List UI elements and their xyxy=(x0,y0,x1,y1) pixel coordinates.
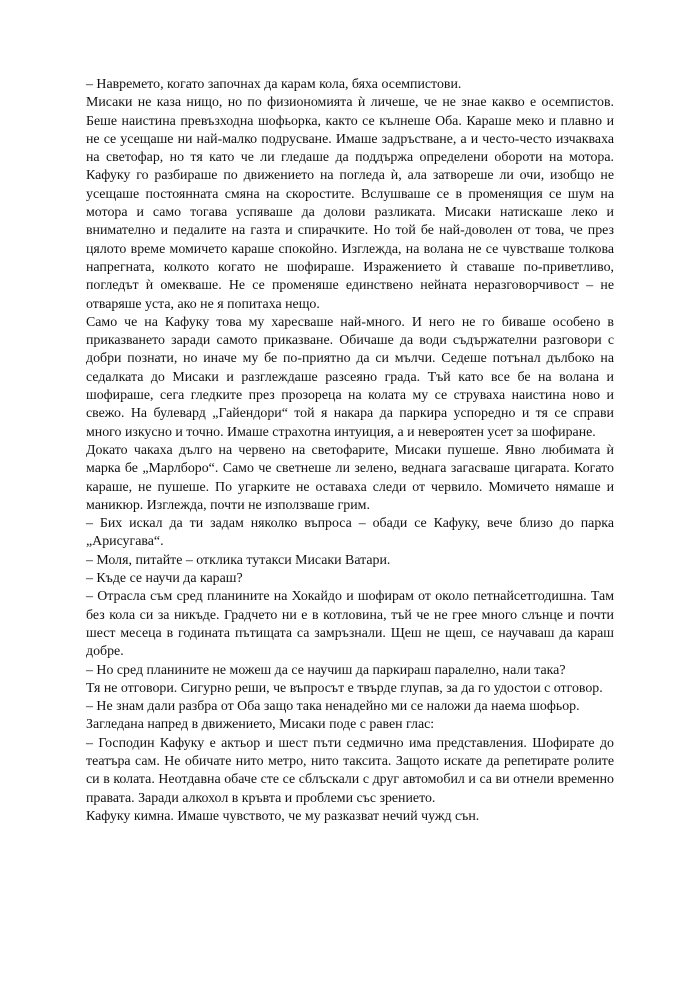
paragraph: Кафуку кимна. Имаше чувството, че му разказват нечий чужд сън. xyxy=(86,808,480,824)
body-text xyxy=(86,76,614,826)
paragraph: – Навремето, когато започнах да карам кола, бяха осемпистови. xyxy=(86,77,462,92)
paragraph: Мисаки не каза нищо, но по физиономията ѝ личеше, че не знае какво е осемпистов. Беше наистина превъзходна шофьорка, както се кълнеше Оба. Караше меко и плавно и не се усещаше ни най-малко подрусване. Имаше задръстване, а и често-често изчакваха на светофар, но тя като че ли гледаше да поддържа определени обороти на мотора. Кафуку го разбираше по движението на погледа ѝ, ала затвореше ли очи, изобщо не усещаше постоянната смяна на скоростите. Вслушваше се в променящия се шум на мотора и само тогава успяваше да долови разликата. Мисаки натискаше леко и внимателно и педалите на газта и спирачките. Но той бе най-доволен от това, че през цялото време момичето караше спокойно. Изглежда, на волана не се чувстваше толкова напрегната, колкото когато не шофираше. Изражението ѝ ставаше по-приветливо, погледът ѝ омекваше. Не се променяше единствено нейната неразговорчивост – не отваряше уста, ако не я попитаха нещо. xyxy=(86,95,614,312)
paragraph: Докато чакаха дълго на червено на светофарите, Мисаки пушеше. Явно любимата ѝ марка бе „Марлборо“. Само че светнеше ли зелено, веднага загасваше цигарата. Когато караше, не пушеше. По угарките не оставаха следи от червило. Момичето нямаше и маникюр. Изглежда, почти не използваше грим. xyxy=(86,442,614,513)
paragraph: Загледана напред в движението, Мисаки поде с равен глас: xyxy=(86,717,435,733)
paragraph: – Отрасла съм сред планините на Хокайдо и шофирам от около петнайсетгодишна. Там без кола си за никъде. Градчето ни е в котловина, тъй че не грее много слънце и почти шест месеца в годината пътищата са замръзнали. Щеш не щеш, се научаваш да караш добре. xyxy=(86,589,614,660)
paragraph: – Господин Кафуку е актьор и шест пъти седмично има представления. Шофирате до театъра сам. Не обичате нито метро, нито таксита. Защото искате да репетирате ролите си в колата. Неотдавна обаче сте се сблъскали с друг автомобил и са ви отнели временно правата. Заради алкохол в кръвта и проблеми със зрението. xyxy=(86,735,614,806)
paragraph: – Не знам дали разбра от Оба защо така ненадейно ми се наложи да наема шофьор. xyxy=(86,699,580,715)
paragraph: Само че на Кафуку това му харесваше най-много. И него не го биваше особено в приказването заради самото приказване. Обичаше да води съдържателни разговори с добри познати, но иначе му бе по-приятно да си мълчи. Седеше потънал дълбоко на седалката до Мисаки и разглеждаше разсеяно града. Тъй като все бе на волана и шофираше, сега гледките през прозореца на колата му се струваха наистина ново и свежо. На булевард „Гайендори“ той я накара да паркира успоредно и тя се справи много изкусно и точно. Имаше страхотна интуиция, а и невероятен усет за шофиране. xyxy=(86,314,614,440)
paragraph: – Къде се научи да караш? xyxy=(86,571,243,587)
paragraph: – Моля, питайте – отклика тутакси Мисаки Ватари. xyxy=(86,552,391,568)
paragraph: – Но сред планините не можеш да се научиш да паркираш паралелно, нали така? xyxy=(86,662,566,678)
paragraph: Тя не отговори. Сигурно реши, че въпросът е твърде глупав, за да го удостои с отговор. xyxy=(86,680,603,696)
paragraph: – Бих искал да ти задам няколко въпроса – обади се Кафуку, вече близо до парка „Арисугава“. xyxy=(86,516,614,550)
